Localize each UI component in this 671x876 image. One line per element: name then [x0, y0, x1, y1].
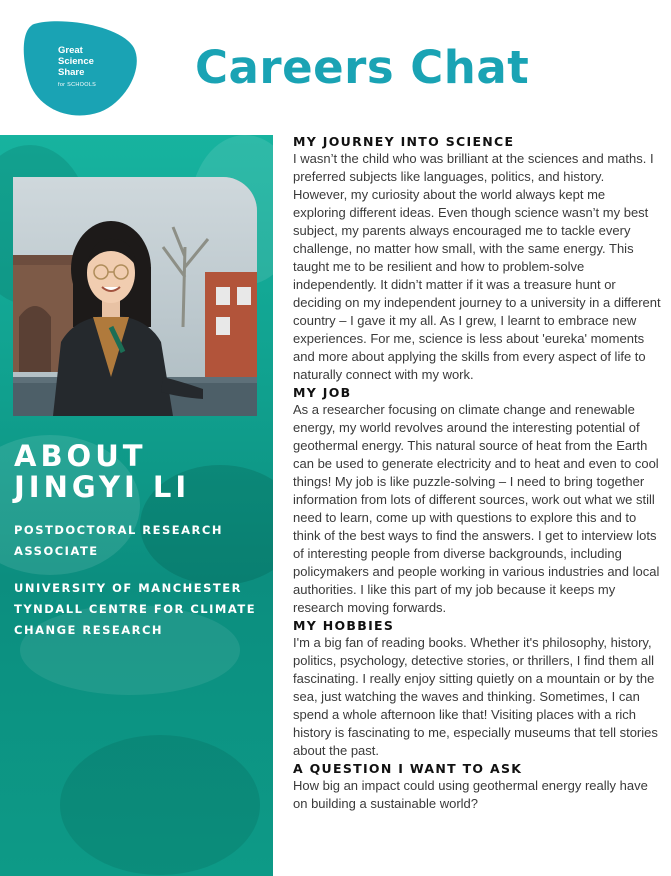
logo-line-1: Great: [58, 45, 83, 56]
logo-text: [58, 45, 94, 78]
section-heading: MY HOBBIES: [293, 618, 395, 633]
background-texture: [60, 735, 260, 875]
section-body: As a researcher focusing on climate change and renewable energy, my world revolves around the interesting potential of geothermal energy. This natural source of heat from the Earth can be used to generate electricity and to heat and even to cool things! My job is like puzzle-solving – I need to bring together information from lots of different sources, work out what we still need to learn, come up with questions to explore this and to think of the best ways to find the answers. I get to interview lots of interesting people from diverse backgrounds, including policymakers and people working in various industries and local authorities. I like this part of my job because it keeps my research moving forwards.: [293, 402, 660, 615]
logo-subtitle: for SCHOOLS: [58, 82, 97, 88]
profile-photo: [13, 177, 257, 416]
profile-role: POSTDOCTORAL RESEARCH ASSOCIATE: [14, 523, 223, 558]
profile-organisation: UNIVERSITY OF MANCHESTER TYNDALL CENTRE FOR CLIMATE CHANGE RESEARCH: [14, 581, 257, 637]
profile-panel: [0, 135, 273, 876]
section-heading: MY JOB: [293, 385, 352, 400]
logo-line-3: Share: [58, 67, 85, 78]
section-hobbies: [293, 617, 661, 760]
section-heading: MY JOURNEY INTO SCIENCE: [293, 134, 515, 149]
section-heading: A QUESTION I WANT TO ASK: [293, 761, 523, 776]
article-content: [293, 133, 661, 813]
profile-name: JINGYI LI: [14, 470, 191, 504]
profile-heading: [14, 441, 190, 503]
section-journey: [293, 133, 661, 384]
portrait-illustration: [13, 177, 257, 416]
section-body: I wasn’t the child who was brilliant at the sciences and maths. I preferred subjects like languages, politics, and history. However, my curiosity about the world always kept me exploring different ideas. Even though science wasn’t my best subject, my parents always encouraged me to tackle every challenge, no matter how small, with the same energy. This taught me to be resilient and how to problem-solve independently. It didn’t matter if it was a treasure hunt or deciding on my independent journey to a university in a different country – I gave it my all. As I grew, I learnt to embrace new experiences. For me, science is less about 'eureka' moments and more about applying the skills from every aspect of life to naturally connect with my work.: [293, 151, 661, 382]
logo-line-2: Science: [58, 56, 94, 67]
great-science-share-logo: [22, 18, 140, 118]
section-question: [293, 760, 661, 813]
page-title: Careers Chat: [195, 41, 530, 94]
section-body: How big an impact could using geothermal energy really have on building a sustainable world?: [293, 778, 648, 811]
profile-heading-line-1: ABOUT: [14, 439, 147, 473]
section-job: [293, 384, 661, 617]
section-body: I'm a big fan of reading books. Whether it's philosophy, history, politics, psychology, detective stories, or thrillers, I find them all fascinating. I really enjoy sitting quietly on a mountain or by the sea, just watching the waves and thinking. Sometimes, I can spend a whole afternoon like that! Visiting places with a rich history is fascinating to me, especially museums that tell stories about the past.: [293, 635, 658, 758]
